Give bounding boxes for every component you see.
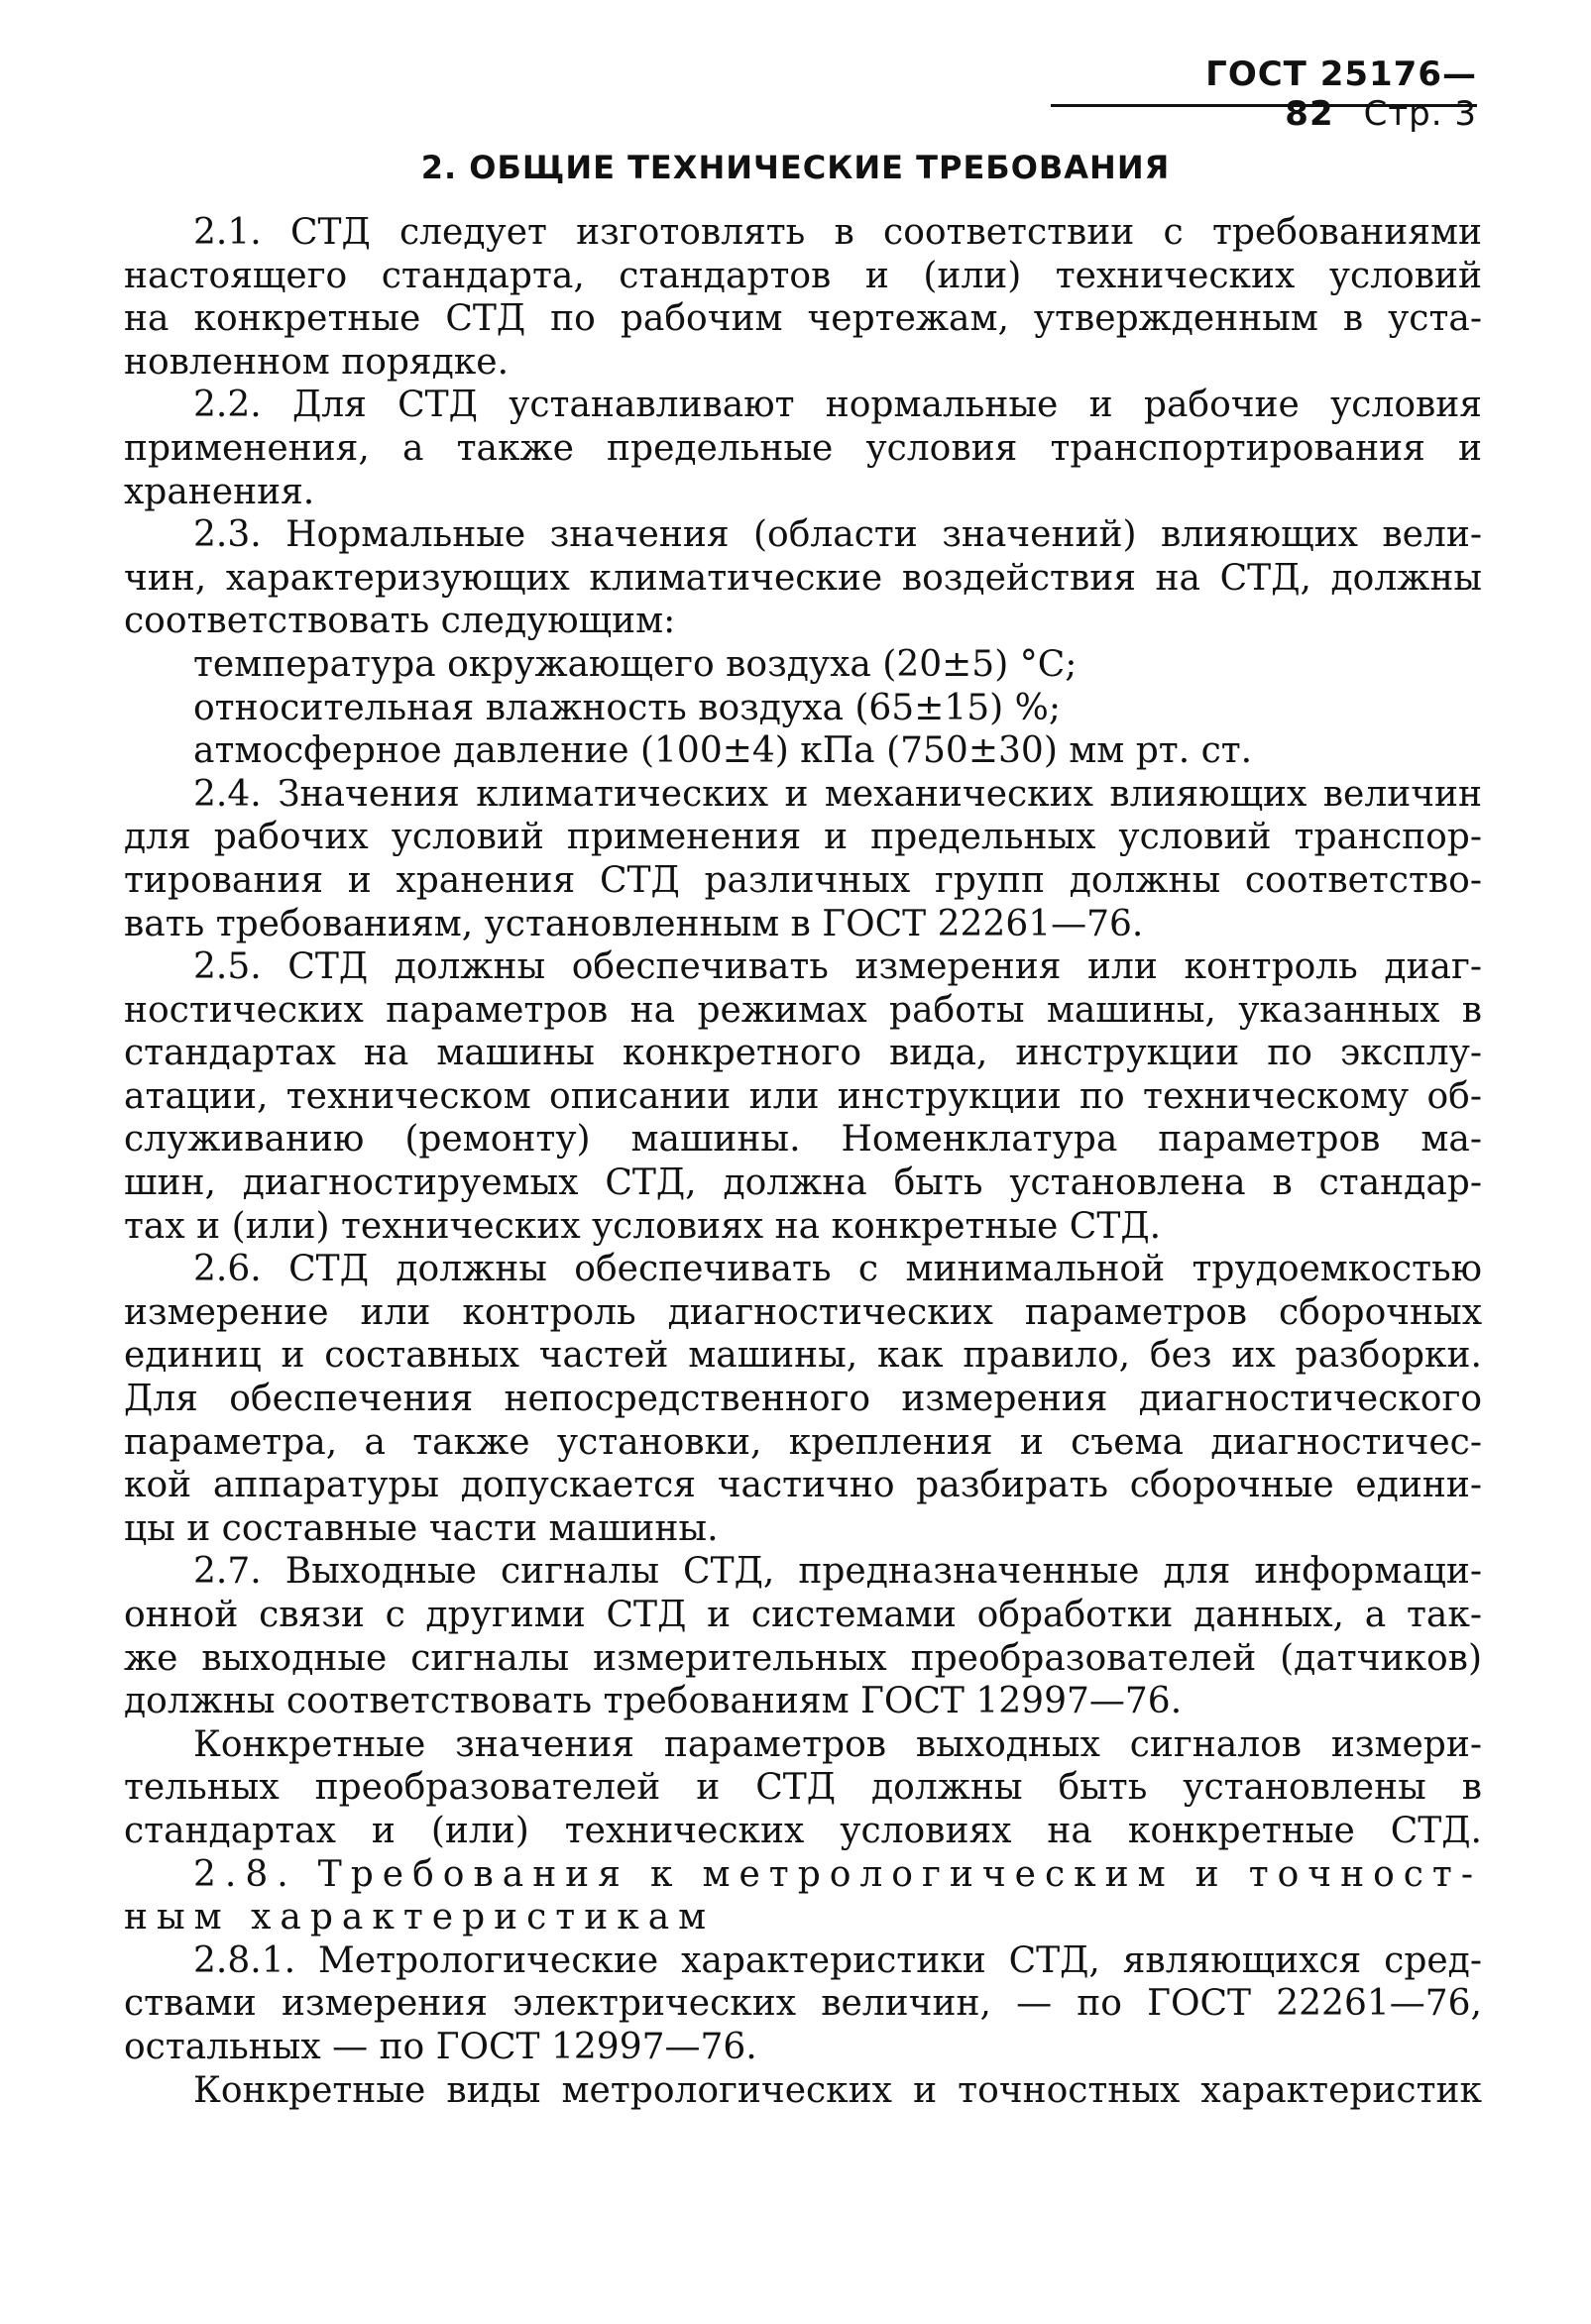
section-title: 2. ОБЩИЕ ТЕХНИЧЕСКИЕ ТРЕБОВАНИЯ xyxy=(420,149,1171,186)
text-line: Конкретные виды метрологических и точностных характеристик xyxy=(193,2069,1482,2111)
text-line: тельных преобразователей и СТД должны быть установлены в xyxy=(124,1767,1482,1809)
subsection-heading: ным характеристикам xyxy=(124,1897,716,1938)
text-line: 2.1. СТД следует изготовлять в соответствии с требованиями xyxy=(193,212,1482,253)
text-line: ствами измерения электрических величин, — по ГОСТ 22261—76, xyxy=(124,1983,1482,2025)
text-line: онной связи с другими СТД и системами обработки данных, а так- xyxy=(124,1595,1482,1635)
text-line: 2.6. СТД должны обеспечивать с минимальной трудоемкостью xyxy=(193,1249,1482,1290)
text-line: стандартах на машины конкретного вида, инструкции по эксплу- xyxy=(124,1033,1482,1074)
page-number: Стр. 3 xyxy=(1363,94,1477,134)
text-line: должны соответствовать требованиям ГОСТ 12997—76. xyxy=(124,1681,1183,1722)
list-item: атмосферное давление (100±4) кПа (750±30) мм рт. ст. xyxy=(193,730,1253,772)
text-line: чин, характеризующих климатические воздействия на СТД, должны xyxy=(124,557,1482,599)
page-header xyxy=(1051,55,1477,134)
text-line: измерение или контроль диагностических параметров сборочных xyxy=(124,1291,1482,1333)
text-line: Для обеспечения непосредственного измерения диагностического xyxy=(124,1379,1482,1420)
text-line: ностических параметров на режимах работы машины, указанных в xyxy=(124,989,1482,1031)
text-line: применения, а также предельные условия транспортирования и xyxy=(124,427,1482,469)
text-line: единиц и составных частей машины, как правило, без их разборки. xyxy=(124,1335,1482,1377)
list-item: температура окружающего воздуха (20±5) °С; xyxy=(193,643,1078,685)
text-line: 2.3. Нормальные значения (области значений) влияющих вели- xyxy=(193,514,1482,556)
text-line: же выходные сигналы измерительных преобразователей (датчиков) xyxy=(124,1637,1482,1679)
subsection-heading: 2.8. Требования к метрологическим и точност- xyxy=(193,1853,1482,1895)
document-body xyxy=(124,211,1482,2112)
text-line: на конкретные СТД по рабочим чертежам, утвержденным в уста- xyxy=(124,298,1482,340)
text-line: хранения. xyxy=(124,471,315,512)
text-line: стандартах и (или) технических условиях на конкретные СТД. xyxy=(124,1810,1482,1851)
text-line: 2.5. СТД должны обеспечивать измерения или контроль диаг- xyxy=(193,946,1482,988)
text-line: атации, техническом описании или инструкции по техническому об- xyxy=(124,1075,1482,1117)
list-item: относительная влажность воздуха (65±15) %; xyxy=(193,687,1062,728)
text-line: Конкретные значения параметров выходных сигналов измери- xyxy=(193,1723,1482,1765)
text-line: для рабочих условий применения и предельных условий транспор- xyxy=(124,817,1482,858)
text-line: соответствовать следующим: xyxy=(124,601,676,642)
text-line: 2.8.1. Метрологические характеристики СТД, являющихся сред- xyxy=(193,1939,1482,1981)
text-line: параметра, а также установки, крепления и съема диагностичес- xyxy=(124,1421,1482,1463)
text-line: шин, диагностируемых СТД, должна быть установлена в стандар- xyxy=(124,1162,1482,1204)
text-line: служиванию (ремонту) машины. Номенклатура параметров ма- xyxy=(124,1119,1482,1161)
text-line: вать требованиям, установленным в ГОСТ 22261—76. xyxy=(124,903,1144,944)
text-line: тах и (или) технических условиях на конкретные СТД. xyxy=(124,1205,1162,1247)
text-line: 2.2. Для СТД устанавливают нормальные и рабочие условия xyxy=(193,385,1482,426)
document-code: ГОСТ 25176—82 xyxy=(1205,55,1477,134)
text-line: тирования и хранения СТД различных групп должны соответство- xyxy=(124,859,1482,901)
text-line: новленном порядке. xyxy=(124,341,510,383)
text-line: настоящего стандарта, стандартов и (или) технических условий xyxy=(124,255,1482,296)
text-line: 2.4. Значения климатических и механических влияющих величин xyxy=(193,773,1482,815)
text-line: цы и составные части машины. xyxy=(124,1507,719,1549)
text-line: 2.7. Выходные сигналы СТД, предназначенные для информаци- xyxy=(193,1551,1482,1593)
text-line: кой аппаратуры допускается частично разбирать сборочные едини- xyxy=(124,1465,1482,1506)
text-line: остальных — по ГОСТ 12997—76. xyxy=(124,2026,757,2067)
